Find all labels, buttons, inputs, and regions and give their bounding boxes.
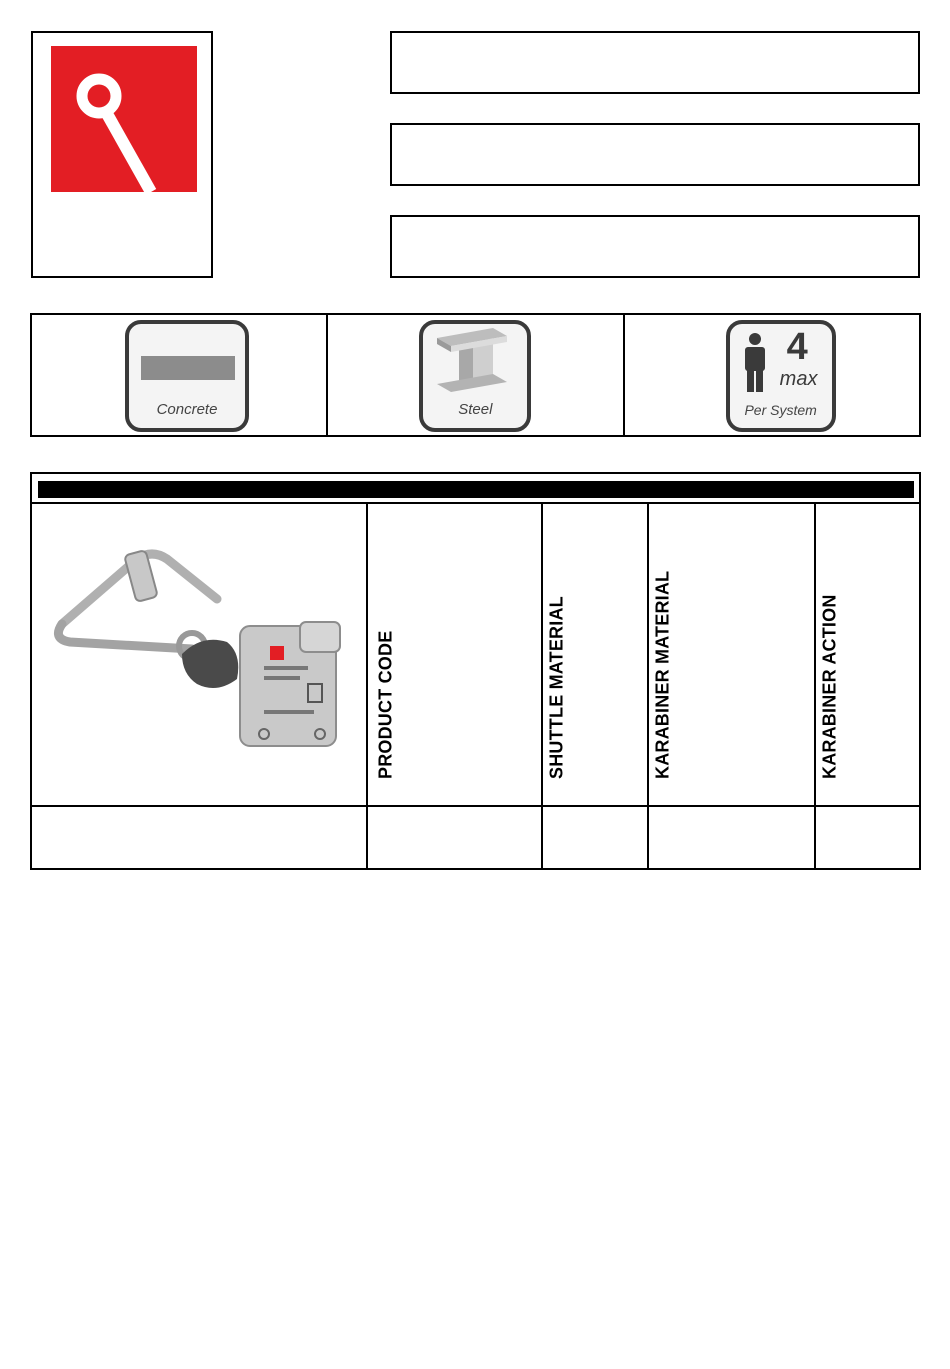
header-label: KARABINER ACTION: [819, 594, 840, 779]
suitability-row: [30, 313, 921, 437]
header-label: SHUTTLE MATERIAL: [546, 596, 567, 779]
steel-i-beam-icon: [423, 324, 527, 400]
title-box-1: [390, 31, 920, 94]
suitability-cell-concrete: [32, 315, 328, 435]
ring-and-pin-logo-icon: [51, 46, 197, 192]
title-box-3: [390, 215, 920, 278]
logo-frame: [31, 31, 213, 278]
concrete-badge: [125, 320, 249, 432]
title-box-2: [390, 123, 920, 186]
shuttle-with-karabiner-image: [42, 534, 362, 784]
spec-table: [30, 472, 921, 870]
header-label: PRODUCT CODE: [375, 630, 396, 779]
steel-label: Steel: [458, 401, 493, 418]
suitability-cell-users: [625, 315, 919, 435]
header-label: KARABINER MATERIAL: [652, 570, 673, 779]
table-cell: [816, 807, 921, 870]
table-cell: [543, 807, 647, 870]
max-users-number: 4: [786, 326, 808, 368]
column-header-karabiner-action: [816, 504, 921, 804]
suitability-cell-steel: [328, 315, 624, 435]
concrete-slab-icon: [129, 324, 245, 394]
column-header-karabiner-material: [649, 504, 814, 804]
column-header-product-code: [368, 504, 541, 804]
table-header-bar: [38, 481, 914, 498]
concrete-label: Concrete: [156, 401, 218, 418]
person-icon: [738, 332, 778, 394]
table-cell: [368, 807, 541, 870]
column-header-shuttle-material: [543, 504, 647, 804]
table-cell: [32, 807, 366, 870]
users-badge: [726, 320, 836, 432]
table-cell: [649, 807, 814, 870]
per-system-label: Per System: [744, 402, 817, 418]
max-users-suffix: max: [779, 368, 818, 390]
steel-badge: [419, 320, 531, 432]
